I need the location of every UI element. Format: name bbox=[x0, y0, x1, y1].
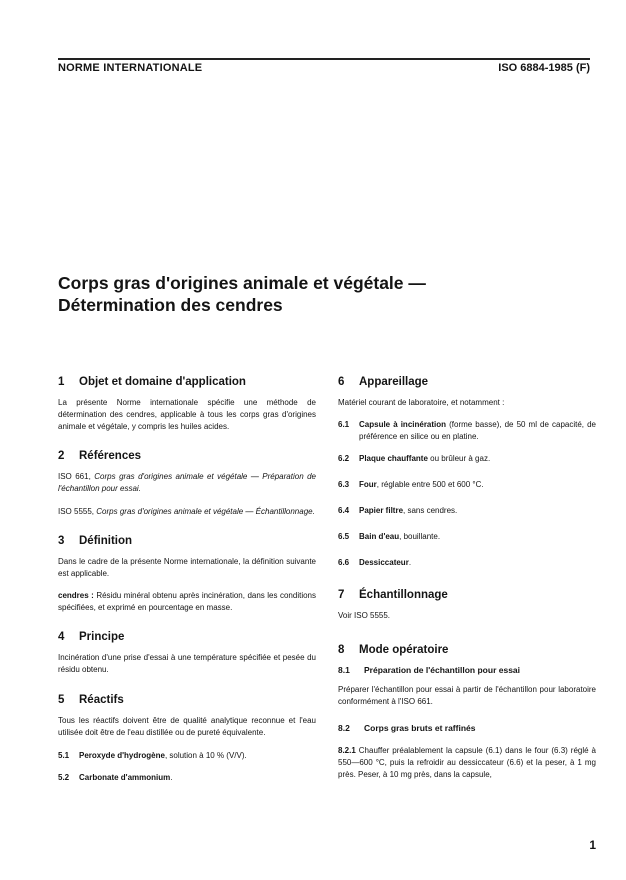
section-title: Échantillonnage bbox=[359, 589, 448, 601]
section-title: Principe bbox=[79, 631, 125, 643]
header-right: ISO 6884-1985 (F) bbox=[498, 62, 590, 74]
section-title: Définition bbox=[79, 535, 133, 547]
section-8-heading bbox=[338, 644, 596, 656]
section-number: 1 bbox=[58, 376, 65, 388]
page-header bbox=[58, 58, 590, 80]
section-2 bbox=[58, 450, 316, 518]
clause-text: , solution à 10 % (V/V). bbox=[164, 751, 247, 760]
clause-term: Bain d'eau bbox=[359, 532, 400, 541]
page-number: 1 bbox=[589, 838, 596, 852]
section-1-heading bbox=[58, 376, 316, 388]
section-3-heading bbox=[58, 535, 316, 547]
clause-number: 6.5 bbox=[338, 532, 350, 541]
section-7 bbox=[338, 589, 596, 622]
reference-2 bbox=[58, 506, 316, 518]
definition-cendres bbox=[58, 590, 316, 614]
clause-body bbox=[359, 557, 596, 569]
section-6-intro: Matériel courant de laboratoire, et notamment : bbox=[338, 398, 505, 407]
section-1-text: La présente Norme internationale spécifie une méthode de détermination des cendres, applicable à tous les corps gras d'origines animale et végétale, y compris les huiles acides. bbox=[58, 398, 316, 431]
page-title bbox=[58, 272, 578, 316]
clause-term: Carbonate d'ammonium bbox=[79, 773, 171, 782]
reference-code: ISO 661, bbox=[58, 472, 91, 481]
subsection-8-1-heading bbox=[338, 665, 596, 675]
title-line-1: Corps gras d'origines animale et végétale — bbox=[58, 273, 426, 293]
clause-term: Four bbox=[359, 480, 377, 489]
section-8 bbox=[338, 644, 596, 781]
subsection-title: Corps gras bruts et raffinés bbox=[364, 723, 476, 733]
section-number: 2 bbox=[58, 450, 65, 462]
subsection-8-2-1 bbox=[338, 745, 596, 781]
title-line-2: Détermination des cendres bbox=[58, 295, 283, 315]
section-number: 8 bbox=[338, 644, 345, 656]
section-title: Objet et domaine d'application bbox=[79, 376, 246, 388]
clause-body bbox=[79, 772, 316, 784]
section-4-text: Incinération d'une prise d'essai à une température spécifiée et pesée du résidu obtenu. bbox=[58, 653, 316, 674]
definition-text: Résidu minéral obtenu après incinération, dans les conditions spécifiées, et exprimé en pourcentage en masse. bbox=[58, 591, 316, 612]
clause-text: ou brûleur à gaz. bbox=[427, 454, 491, 463]
clause-body bbox=[359, 479, 596, 491]
clause-text: . bbox=[408, 558, 412, 567]
clause-body bbox=[359, 505, 596, 517]
clause-term: Plaque chauffante bbox=[359, 454, 428, 463]
clause-6-2 bbox=[338, 453, 596, 465]
reference-code: ISO 5555, bbox=[58, 507, 95, 516]
section-title: Mode opératoire bbox=[359, 644, 449, 656]
section-number: 7 bbox=[338, 589, 345, 601]
clause-5-1 bbox=[58, 750, 316, 762]
section-title: Références bbox=[79, 450, 142, 462]
section-6-heading bbox=[338, 376, 596, 388]
clause-6-4 bbox=[338, 505, 596, 517]
definition-term: cendres : bbox=[58, 591, 94, 600]
clause-5-2 bbox=[58, 772, 316, 784]
reference-title: Corps gras d'origines animale et végétale — Préparation de l'échantillon pour essai. bbox=[58, 472, 316, 493]
subsection-8-2-heading bbox=[338, 723, 596, 733]
clause-term: Dessiccateur bbox=[359, 558, 409, 567]
clause-text: (forme basse), de 50 ml de capacité, de préférence en silice ou en platine. bbox=[359, 420, 596, 441]
clause-term: Papier filtre bbox=[359, 506, 404, 515]
clause-number: 5.1 bbox=[58, 751, 70, 760]
section-2-heading bbox=[58, 450, 316, 462]
subsection-8-1-text: Préparer l'échantillon pour essai à partir de l'échantillon pour laboratoire conformément à l'ISO 661. bbox=[338, 685, 596, 706]
reference-1 bbox=[58, 471, 316, 495]
right-column bbox=[338, 376, 596, 781]
clause-number: 6.2 bbox=[338, 454, 350, 463]
section-7-heading bbox=[338, 589, 596, 601]
clause-text: . bbox=[170, 773, 173, 782]
section-number: 6 bbox=[338, 376, 345, 388]
header-rule bbox=[58, 58, 590, 60]
clause-number: 6.4 bbox=[338, 506, 350, 515]
section-4 bbox=[58, 631, 316, 676]
clause-text: , réglable entre 500 et 600 °C. bbox=[376, 480, 484, 489]
clause-text: , sans cendres. bbox=[403, 506, 458, 515]
section-3 bbox=[58, 535, 316, 614]
section-5-text: Tous les réactifs doivent être de qualité analytique reconnue et l'eau utilisée doit être de l'eau distillée ou de pureté équivalente. bbox=[58, 716, 316, 737]
section-1 bbox=[58, 376, 316, 433]
clause-6-3 bbox=[338, 479, 596, 491]
clause-term: Capsule à incinération bbox=[359, 420, 447, 429]
section-title: Appareillage bbox=[359, 376, 429, 388]
clause-number: 6.1 bbox=[338, 420, 350, 429]
subsection-number: 8.1 bbox=[338, 665, 350, 675]
section-number: 5 bbox=[58, 694, 65, 706]
subsection-number: 8.2.1 bbox=[338, 746, 356, 755]
clause-body bbox=[359, 419, 596, 443]
section-number: 3 bbox=[58, 535, 65, 547]
clause-6-5 bbox=[338, 531, 596, 543]
subsection-title: Préparation de l'échantillon pour essai bbox=[364, 665, 521, 675]
clause-body bbox=[359, 531, 596, 543]
clause-body bbox=[359, 453, 596, 465]
reference-title: Corps gras d'origines animale et végétale — Échantillonnage. bbox=[96, 507, 315, 516]
subsection-number: 8.2 bbox=[338, 723, 350, 733]
section-4-heading bbox=[58, 631, 316, 643]
section-number: 4 bbox=[58, 631, 65, 643]
section-5-heading bbox=[58, 694, 316, 706]
clause-term: Peroxyde d'hydrogène bbox=[79, 751, 165, 760]
section-title: Réactifs bbox=[79, 694, 124, 706]
clause-6-1 bbox=[338, 419, 596, 443]
section-7-text: Voir ISO 5555. bbox=[338, 611, 391, 620]
clause-text: , bouillante. bbox=[399, 532, 441, 541]
section-5 bbox=[58, 694, 316, 784]
clause-number: 6.3 bbox=[338, 480, 350, 489]
left-column bbox=[58, 376, 316, 784]
subsection-8-2-1-text: Chauffer préalablement la capsule (6.1) dans le four (6.3) réglé à 550—600 °C, puis la refroidir au dessiccateur (6.6) et la peser, à 1 mg près. Peser, à 10 mg près, dans la capsule, bbox=[338, 746, 596, 779]
clause-6-6 bbox=[338, 557, 596, 569]
section-6 bbox=[338, 376, 596, 569]
clause-number: 6.6 bbox=[338, 558, 350, 567]
clause-number: 5.2 bbox=[58, 773, 70, 782]
clause-body bbox=[79, 750, 316, 762]
header-left: NORME INTERNATIONALE bbox=[58, 62, 203, 74]
section-3-text: Dans le cadre de la présente Norme internationale, la définition suivante est applicable. bbox=[58, 557, 316, 578]
